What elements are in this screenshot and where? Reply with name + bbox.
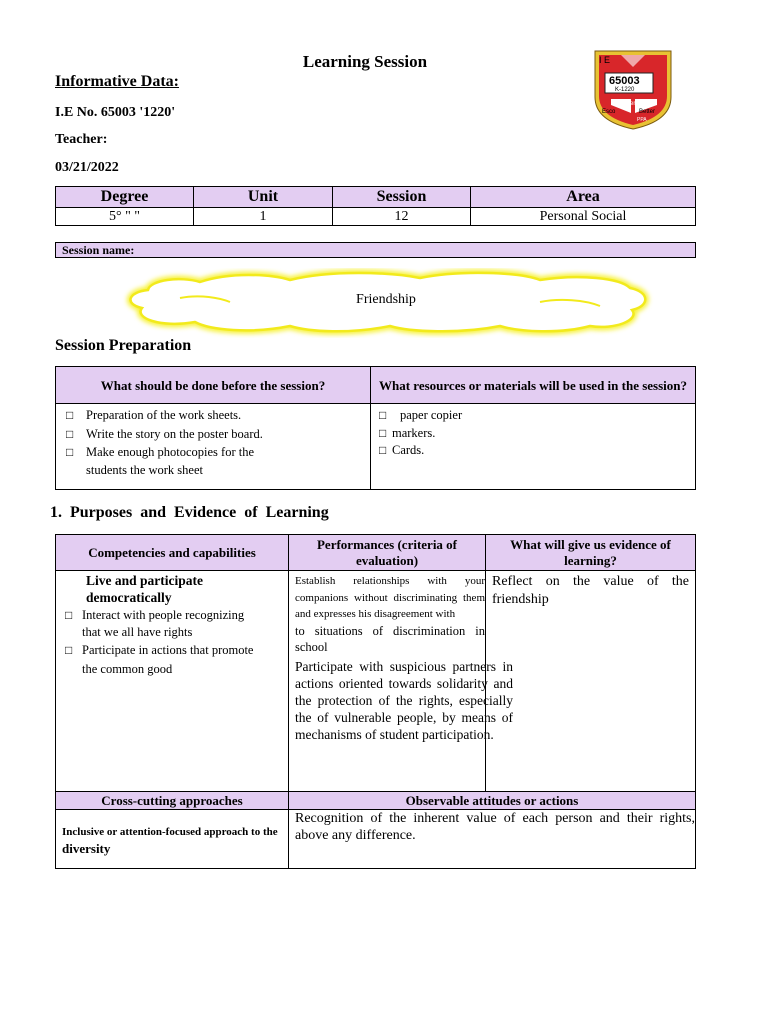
logo-text-right: Better [639,109,656,115]
informative-data-heading: Informative Data: [55,73,179,90]
list-item: □ paper copier [379,408,463,422]
area-header: Area [471,187,696,208]
resources-cell [371,404,696,490]
competency-title: Live and participate democratically [86,573,203,605]
attitudes-header: Observable attitudes or actions [289,792,696,810]
session-date: 03/21/2022 [55,160,119,175]
preparation-content-row [56,404,696,490]
logo-number: 65003 [609,75,640,87]
cross-approach-line2: diversity [62,840,111,856]
degree-value: 5° " " [56,208,194,226]
logo-code: K-1220 [615,87,635,93]
page-title: Learning Session [302,52,428,71]
session-preparation-table [55,366,696,490]
resources-header: What resources or materials will be used in the session? [371,367,696,404]
competencies-cell [56,571,289,792]
list-item: □ Write the story on the poster board. [66,426,263,441]
purposes-header-row [56,535,696,571]
logo-letters: I E [599,55,611,65]
performance-1b: to situations of discrimination in school [295,623,485,654]
list-item: □ Make enough photocopies for the students the work sheet [66,445,255,477]
degree-header: Degree [56,187,194,208]
cross-approach-cell [56,810,289,869]
attitude-text: Recognition of the inherent value of each person and their rights, above any difference. [295,811,695,843]
list-item: □ Interact with people recognizing that we all have rights [65,608,245,639]
school-crest-logo [591,47,675,131]
evidence-text: Reflect on the value of the friendship [492,574,689,607]
session-info-header-row [56,187,696,208]
area-value: Personal Social [471,208,696,226]
session-info-values-row [56,208,696,226]
unit-value: 1 [194,208,333,226]
performances-header: Performances (criteria of evaluation) [289,535,486,571]
session-preparation-heading: Session Preparation [55,337,192,354]
attitude-cell [289,810,696,869]
session-header: Session [333,187,471,208]
cross-approach-line1: Inclusive or attention-focused approach to the [62,825,278,838]
evidence-cell [486,571,696,792]
session-value: 12 [333,208,471,226]
before-session-header: What should be done before the session? [56,367,371,404]
logo-text-bottom: PPA [637,117,647,123]
session-name-value: Friendship [356,292,416,307]
cross-cutting-content-row [56,810,696,869]
session-name-label: Session name: [55,242,696,258]
list-item: □ Preparation of the work sheets. [66,408,242,422]
teacher-label: Teacher: [55,132,108,147]
performance-1: Establish relationships with your companions without discriminating them and expresses his disagreement with [295,575,485,620]
ie-number: I.E No. 65003 '1220' [55,105,176,120]
unit-header: Unit [194,187,333,208]
evidence-header: What will give us evidence of learning? [486,535,696,571]
purposes-heading: 1. Purposes and Evidence of Learning [50,504,329,521]
purposes-content-row [56,571,696,792]
cross-cutting-header: Cross-cutting approaches [56,792,289,810]
cross-cutting-header-row [56,792,696,810]
purposes-table [55,534,696,869]
list-item: □ Participate in actions that promote the common good [65,643,254,676]
list-item: □ Cards. [379,443,425,457]
performances-cell [289,571,513,792]
list-item: □ markers. [379,425,436,440]
logo-text-left: Esco [602,109,616,115]
preparation-header-row [56,367,696,404]
performance-2: Participate with suspicious partners in actions oriented towards solidarity and the protection of the rights, especially the of vulnerable people, by means of mechanisms of student participation. [295,658,513,742]
competencies-header: Competencies and capabilities [56,535,289,571]
logo-text-1: Where is a [621,101,650,107]
before-session-cell [56,404,371,490]
session-info-table [55,186,696,226]
